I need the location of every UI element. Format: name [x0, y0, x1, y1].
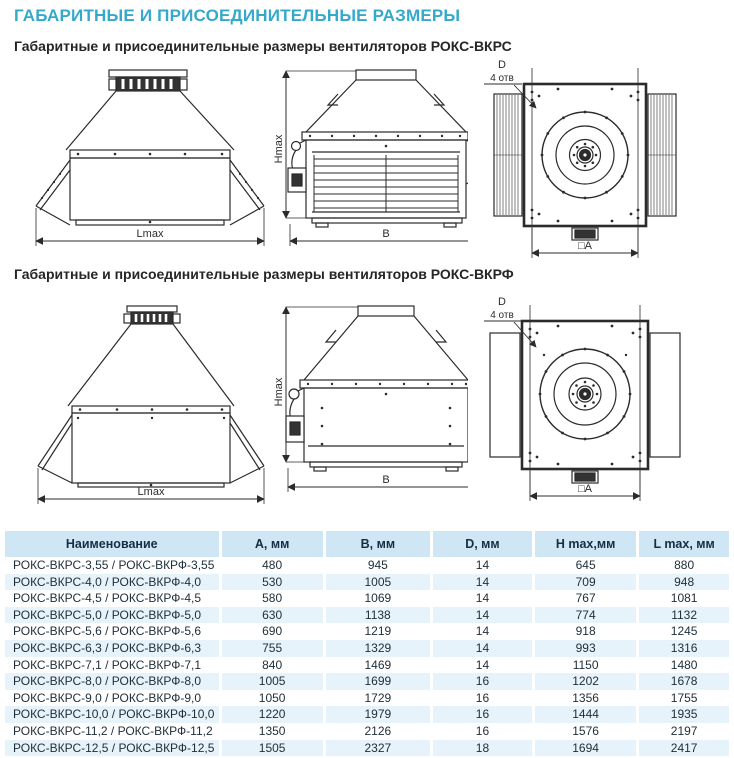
fan-model-name: РОКС-ВКРС-3,55 / РОКС-ВКРФ-3,55	[13, 558, 215, 572]
dimension-value: 1699	[324, 673, 431, 690]
dimension-value: 1350	[220, 723, 324, 740]
dimension-value: 1755	[638, 690, 729, 707]
dimension-value: 630	[220, 607, 324, 624]
vkrs-side-view	[12, 58, 270, 258]
table-row	[5, 657, 729, 674]
col-header-name: Наименование	[5, 531, 220, 557]
dimension-value: 16	[431, 706, 533, 723]
vkrf-side-view	[12, 296, 270, 508]
table-row	[5, 623, 729, 640]
dimension-value: 645	[533, 557, 637, 574]
dimension-value: 14	[431, 607, 533, 624]
dimension-value: 16	[431, 690, 533, 707]
dimension-value: 755	[220, 640, 324, 657]
dimension-value: 690	[220, 623, 324, 640]
dimension-value: 1576	[533, 723, 637, 740]
dimension-value: 1935	[638, 706, 729, 723]
dim-label-square-a: □A	[578, 483, 592, 495]
dimension-value: 1329	[324, 640, 431, 657]
dim-label-hmax: Hmax	[273, 134, 285, 164]
fan-model-name: РОКС-ВКРС-5,0 / РОКС-ВКРФ-5,0	[13, 607, 202, 622]
dimension-value: 2126	[324, 723, 431, 740]
dimension-value: 1480	[638, 657, 729, 674]
dimension-value: 16	[431, 723, 533, 740]
page-title: ГАБАРИТНЫЕ И ПРИСОЕДИНИТЕЛЬНЫЕ РАЗМЕРЫ	[14, 6, 461, 25]
dimension-value: 1729	[324, 690, 431, 707]
dimension-value: 580	[220, 590, 324, 607]
dimension-value: 1245	[638, 623, 729, 640]
fan-model-name: РОКС-ВКРС-10,0 / РОКС-ВКРФ-10,0	[13, 707, 215, 722]
dimension-value: 767	[533, 590, 637, 607]
dimension-value: 1219	[324, 623, 431, 640]
dimension-value: 945	[324, 557, 431, 574]
dim-label-holes: 4 отв	[490, 310, 514, 321]
fan-model-name: РОКС-ВКРС-7,1 / РОКС-ВКРФ-7,1	[13, 657, 202, 672]
dimension-value: 1069	[324, 590, 431, 607]
dimension-value: 1678	[638, 673, 729, 690]
dimension-value: 14	[431, 557, 533, 574]
dim-label-hmax: Hmax	[273, 377, 285, 407]
dimension-value: 1356	[533, 690, 637, 707]
dimension-value: 14	[431, 640, 533, 657]
dimension-value: 948	[638, 574, 729, 591]
dimension-value: 709	[533, 574, 637, 591]
dim-label-b: B	[382, 474, 390, 486]
dimension-value: 1202	[533, 673, 637, 690]
dimension-value: 1150	[533, 657, 637, 674]
dim-label-b: B	[382, 228, 390, 240]
table-row	[5, 607, 729, 624]
dimension-value: 480	[220, 557, 324, 574]
dimension-value: 14	[431, 574, 533, 591]
table-header-row	[5, 531, 729, 557]
col-header-d: D, мм	[431, 531, 533, 557]
dim-label-d: D	[498, 59, 506, 71]
dimension-value: 1081	[638, 590, 729, 607]
dimension-value: 1694	[533, 740, 637, 757]
dimension-value: 1005	[324, 574, 431, 591]
dimension-value: 14	[431, 623, 533, 640]
col-header-a: A, мм	[220, 531, 324, 557]
fan-model-name: РОКС-ВКРС-6,3 / РОКС-ВКРФ-6,3	[13, 640, 202, 655]
dimension-value: 18	[431, 740, 533, 757]
table-row	[5, 557, 729, 574]
dimension-value: 993	[533, 640, 637, 657]
fan-model-name: РОКС-ВКРС-5,6 / РОКС-ВКРФ-5,6	[13, 624, 202, 639]
table-row	[5, 706, 729, 723]
dimension-value: 1979	[324, 706, 431, 723]
dimension-value: 918	[533, 623, 637, 640]
dimensions-table-wrap	[5, 531, 729, 756]
dimension-value: 2197	[638, 723, 729, 740]
section-heading-vkrf: Габаритные и присоединительные размеры вентиляторов РОКС-ВКРФ	[14, 266, 514, 282]
table-row	[5, 640, 729, 657]
fan-model-name: РОКС-ВКРС-12,5 / РОКС-ВКРФ-12,5	[13, 740, 215, 755]
col-header-lmax: L max, мм	[638, 531, 729, 557]
fan-model-name: РОКС-ВКРС-9,0 / РОКС-ВКРФ-9,0	[13, 690, 202, 705]
table-row	[5, 673, 729, 690]
dimension-value: 1316	[638, 640, 729, 657]
dim-label-lmax: Lmax	[137, 486, 165, 498]
col-header-hmax: H max,мм	[533, 531, 637, 557]
table-row	[5, 723, 729, 740]
table-row	[5, 690, 729, 707]
dim-label-holes: 4 отв	[490, 73, 514, 84]
dimension-value: 1138	[324, 607, 431, 624]
dimension-value: 16	[431, 673, 533, 690]
dimension-value: 2417	[638, 740, 729, 757]
dimension-value: 14	[431, 590, 533, 607]
dimension-value: 14	[431, 657, 533, 674]
dimension-value: 1505	[220, 740, 324, 757]
dimension-value: 1220	[220, 706, 324, 723]
dim-label-d: D	[498, 296, 506, 308]
fan-model-name: РОКС-ВКРС-8,0 / РОКС-ВКРФ-8,0	[13, 674, 202, 689]
dimensions-table	[5, 531, 729, 756]
dimension-value: 1050	[220, 690, 324, 707]
dimension-value: 840	[220, 657, 324, 674]
dimension-value: 1469	[324, 657, 431, 674]
vkrs-front-view	[270, 58, 468, 258]
dimension-value: 1444	[533, 706, 637, 723]
vkrf-top-view	[468, 293, 732, 505]
fan-model-name: РОКС-ВКРС-4,0 / РОКС-ВКРФ-4,0	[13, 574, 202, 589]
vkrs-top-view	[468, 56, 732, 261]
table-row	[5, 574, 729, 591]
dimension-value: 530	[220, 574, 324, 591]
vkrf-front-view	[270, 296, 468, 508]
table-body	[5, 557, 729, 756]
section-heading-vkrs: Габаритные и присоединительные размеры вентиляторов РОКС-ВКРС	[14, 38, 512, 54]
dimension-value: 774	[533, 607, 637, 624]
dim-label-square-a: □A	[578, 240, 592, 252]
dimension-value: 2327	[324, 740, 431, 757]
dim-label-lmax: Lmax	[136, 228, 164, 240]
fan-model-name: РОКС-ВКРС-11,2 / РОКС-ВКРФ-11,2	[13, 723, 213, 738]
dimension-value: 1132	[638, 607, 729, 624]
dimension-value: 880	[638, 557, 729, 574]
col-header-b: B, мм	[324, 531, 431, 557]
table-row	[5, 590, 729, 607]
fan-model-name: РОКС-ВКРС-4,5 / РОКС-ВКРФ-4,5	[13, 591, 202, 606]
dimension-value: 1005	[220, 673, 324, 690]
table-row	[5, 740, 729, 757]
